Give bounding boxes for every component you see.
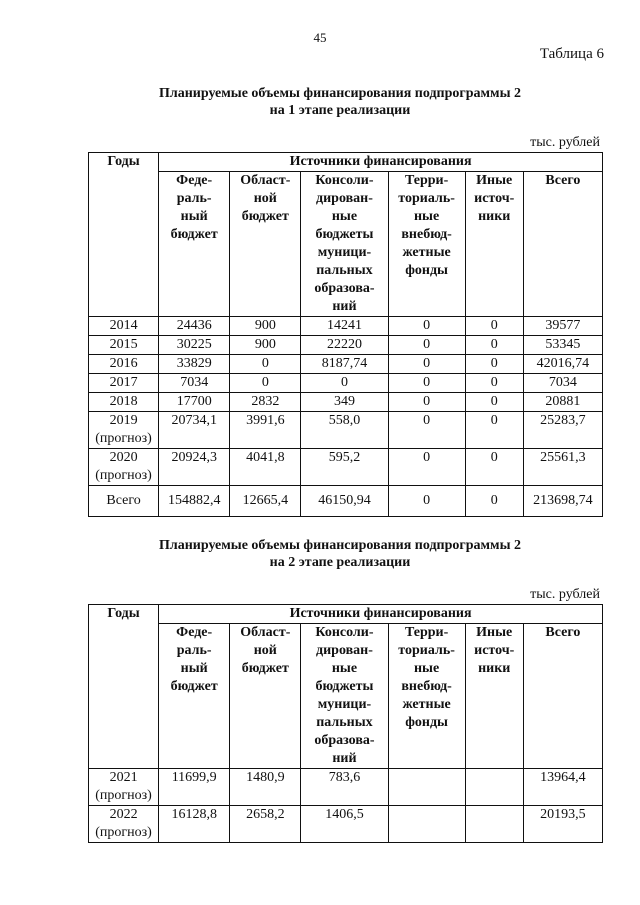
federal-budget-cell: 24436 <box>159 317 230 336</box>
header-line: ный <box>180 661 208 676</box>
total-cell: 25561,3 <box>523 449 602 486</box>
table-1-body <box>89 317 603 517</box>
municipal-budgets-cell: 349 <box>301 393 388 412</box>
territorial-funds-cell <box>388 769 465 806</box>
header-line: ной <box>253 191 277 206</box>
header-line: Консоли- <box>315 173 374 188</box>
other-sources-cell: 0 <box>465 486 523 517</box>
header-line: раль- <box>176 191 212 206</box>
municipal-budgets-cell: 8187,74 <box>301 355 388 374</box>
territorial-funds-cell: 0 <box>388 412 465 449</box>
header-line: Иные <box>476 173 513 188</box>
header-line: Област- <box>240 173 291 188</box>
territorial-funds-header <box>388 172 465 317</box>
header-line: ный <box>180 209 208 224</box>
territorial-funds-cell: 0 <box>388 336 465 355</box>
header-line: ные <box>331 661 358 676</box>
total-cell: 13964,4 <box>523 769 602 806</box>
header-line: бюджеты <box>315 679 374 694</box>
territorial-funds-cell <box>388 806 465 843</box>
year-value: 2022 <box>109 807 138 822</box>
header-line: источ- <box>474 643 515 658</box>
total-header <box>523 172 602 317</box>
municipal-budgets-cell: 558,0 <box>301 412 388 449</box>
regional-budget-cell: 2658,2 <box>230 806 301 843</box>
header-line: дирован- <box>316 643 373 658</box>
header-line: раль- <box>176 643 212 658</box>
year-cell <box>89 374 159 393</box>
header-line: ной <box>253 643 277 658</box>
table-label: Таблица 6 <box>539 46 604 62</box>
federal-budget-cell: 30225 <box>159 336 230 355</box>
sources-header: Источники финансирования <box>159 605 603 624</box>
header-line: жетные <box>402 245 451 260</box>
territorial-funds-header <box>388 624 465 769</box>
table-1-heading <box>90 85 590 119</box>
year-value: 2016 <box>109 356 138 371</box>
table-row <box>89 336 603 355</box>
total-row <box>89 486 603 517</box>
regional-budget-cell: 0 <box>230 374 301 393</box>
table-2-heading-line-2: на 2 этапе реализации <box>269 555 411 570</box>
table-1-heading-line-2: на 1 этапе реализации <box>269 103 411 118</box>
header-line: внебюд- <box>401 227 452 242</box>
federal-budget-header <box>159 624 230 769</box>
header-line: Област- <box>240 625 291 640</box>
header-line: источ- <box>474 191 515 206</box>
total-cell: 25283,7 <box>523 412 602 449</box>
municipal-budgets-header <box>301 172 388 317</box>
header-line: пальных <box>316 715 373 730</box>
header-line: ториаль- <box>398 643 455 658</box>
federal-budget-cell: 33829 <box>159 355 230 374</box>
regional-budget-header <box>230 624 301 769</box>
header-line: Феде- <box>176 625 213 640</box>
header-line: Терри- <box>404 173 449 188</box>
forecast-note: (прогноз) <box>95 431 152 446</box>
table-row <box>89 374 603 393</box>
table-1-unit: тыс. рублей <box>530 135 600 150</box>
territorial-funds-cell: 0 <box>388 449 465 486</box>
header-line: Всего <box>545 173 581 188</box>
year-cell <box>89 336 159 355</box>
header-line: бюджеты <box>315 227 374 242</box>
header-line: бюджет <box>170 227 218 242</box>
forecast-note: (прогноз) <box>95 468 152 483</box>
header-line: фонды <box>405 715 448 730</box>
forecast-note: (прогноз) <box>95 825 152 840</box>
regional-budget-cell: 900 <box>230 336 301 355</box>
table-row <box>89 317 603 336</box>
regional-budget-cell: 12665,4 <box>230 486 301 517</box>
total-cell: 39577 <box>523 317 602 336</box>
other-sources-cell: 0 <box>465 412 523 449</box>
header-line: ний <box>332 751 357 766</box>
header-line: ные <box>331 209 358 224</box>
federal-budget-cell: 16128,8 <box>159 806 230 843</box>
sources-header: Источники финансирования <box>159 153 603 172</box>
year-value: 2017 <box>109 375 138 390</box>
header-line: Всего <box>545 625 581 640</box>
other-sources-cell: 0 <box>465 374 523 393</box>
header-line: бюджет <box>241 661 289 676</box>
territorial-funds-cell: 0 <box>388 486 465 517</box>
municipal-budgets-cell: 783,6 <box>301 769 388 806</box>
header-line: жетные <box>402 697 451 712</box>
municipal-budgets-header <box>301 624 388 769</box>
header-line: Терри- <box>404 625 449 640</box>
header-line: дирован- <box>316 191 373 206</box>
header-line: образова- <box>314 281 375 296</box>
forecast-note: (прогноз) <box>95 788 152 803</box>
municipal-budgets-cell: 595,2 <box>301 449 388 486</box>
territorial-funds-cell: 0 <box>388 393 465 412</box>
year-value: 2020 <box>109 450 138 465</box>
years-header: Годы <box>89 605 159 769</box>
header-line: муници- <box>317 697 372 712</box>
table-row <box>89 393 603 412</box>
table-row <box>89 449 603 486</box>
total-cell: 42016,74 <box>523 355 602 374</box>
total-label: Всего <box>89 486 159 517</box>
other-sources-cell: 0 <box>465 317 523 336</box>
header-line: муници- <box>317 245 372 260</box>
year-cell <box>89 806 159 843</box>
header-line: Консоли- <box>315 625 374 640</box>
total-header <box>523 624 602 769</box>
federal-budget-cell: 11699,9 <box>159 769 230 806</box>
header-line: образова- <box>314 733 375 748</box>
header-line: ториаль- <box>398 191 455 206</box>
header-line: бюджет <box>241 209 289 224</box>
header-line: ные <box>413 209 440 224</box>
header-line: бюджет <box>170 679 218 694</box>
header-line: ники <box>478 209 511 224</box>
header-line: ний <box>332 299 357 314</box>
other-sources-cell: 0 <box>465 449 523 486</box>
header-line: фонды <box>405 263 448 278</box>
regional-budget-cell: 3991,6 <box>230 412 301 449</box>
regional-budget-cell: 2832 <box>230 393 301 412</box>
year-value: 2021 <box>109 770 138 785</box>
year-cell <box>89 449 159 486</box>
header-line: Иные <box>476 625 513 640</box>
municipal-budgets-cell: 0 <box>301 374 388 393</box>
other-sources-header <box>465 624 523 769</box>
table-row <box>89 769 603 806</box>
table-row <box>89 412 603 449</box>
year-cell <box>89 412 159 449</box>
other-sources-cell: 0 <box>465 336 523 355</box>
federal-budget-cell: 20924,3 <box>159 449 230 486</box>
regional-budget-cell: 4041,8 <box>230 449 301 486</box>
year-value: 2014 <box>109 318 138 333</box>
header-line: ные <box>413 661 440 676</box>
table-1-funding <box>88 152 603 517</box>
territorial-funds-cell: 0 <box>388 374 465 393</box>
header-line: внебюд- <box>401 679 452 694</box>
other-sources-cell: 0 <box>465 355 523 374</box>
table-row <box>89 806 603 843</box>
other-sources-cell: 0 <box>465 393 523 412</box>
other-sources-cell <box>465 769 523 806</box>
year-cell <box>89 393 159 412</box>
table-2-heading-line-1: Планируемые объемы финансирования подпрограммы 2 <box>158 538 522 553</box>
table-1-heading-line-1: Планируемые объемы финансирования подпрограммы 2 <box>158 86 522 101</box>
regional-budget-header <box>230 172 301 317</box>
table-2-heading <box>90 537 590 571</box>
year-cell <box>89 317 159 336</box>
year-value: 2018 <box>109 394 138 409</box>
table-row <box>89 355 603 374</box>
total-cell: 213698,74 <box>523 486 602 517</box>
total-cell: 20881 <box>523 393 602 412</box>
federal-budget-cell: 7034 <box>159 374 230 393</box>
municipal-budgets-cell: 22220 <box>301 336 388 355</box>
regional-budget-cell: 1480,9 <box>230 769 301 806</box>
territorial-funds-cell: 0 <box>388 317 465 336</box>
table-2-funding <box>88 604 603 843</box>
municipal-budgets-cell: 46150,94 <box>301 486 388 517</box>
municipal-budgets-cell: 1406,5 <box>301 806 388 843</box>
year-cell <box>89 355 159 374</box>
page-number: 45 <box>313 30 327 45</box>
territorial-funds-cell: 0 <box>388 355 465 374</box>
total-cell: 53345 <box>523 336 602 355</box>
total-cell: 7034 <box>523 374 602 393</box>
header-line: пальных <box>316 263 373 278</box>
years-header: Годы <box>89 153 159 317</box>
header-line: Феде- <box>176 173 213 188</box>
federal-budget-cell: 17700 <box>159 393 230 412</box>
other-sources-header <box>465 172 523 317</box>
federal-budget-cell: 20734,1 <box>159 412 230 449</box>
header-line: ники <box>478 661 511 676</box>
regional-budget-cell: 900 <box>230 317 301 336</box>
municipal-budgets-cell: 14241 <box>301 317 388 336</box>
total-cell: 20193,5 <box>523 806 602 843</box>
year-cell <box>89 769 159 806</box>
table-2-body <box>89 769 603 843</box>
federal-budget-cell: 154882,4 <box>159 486 230 517</box>
federal-budget-header <box>159 172 230 317</box>
table-2-unit: тыс. рублей <box>530 587 600 602</box>
year-value: 2019 <box>109 413 138 428</box>
year-value: 2015 <box>109 337 138 352</box>
other-sources-cell <box>465 806 523 843</box>
regional-budget-cell: 0 <box>230 355 301 374</box>
